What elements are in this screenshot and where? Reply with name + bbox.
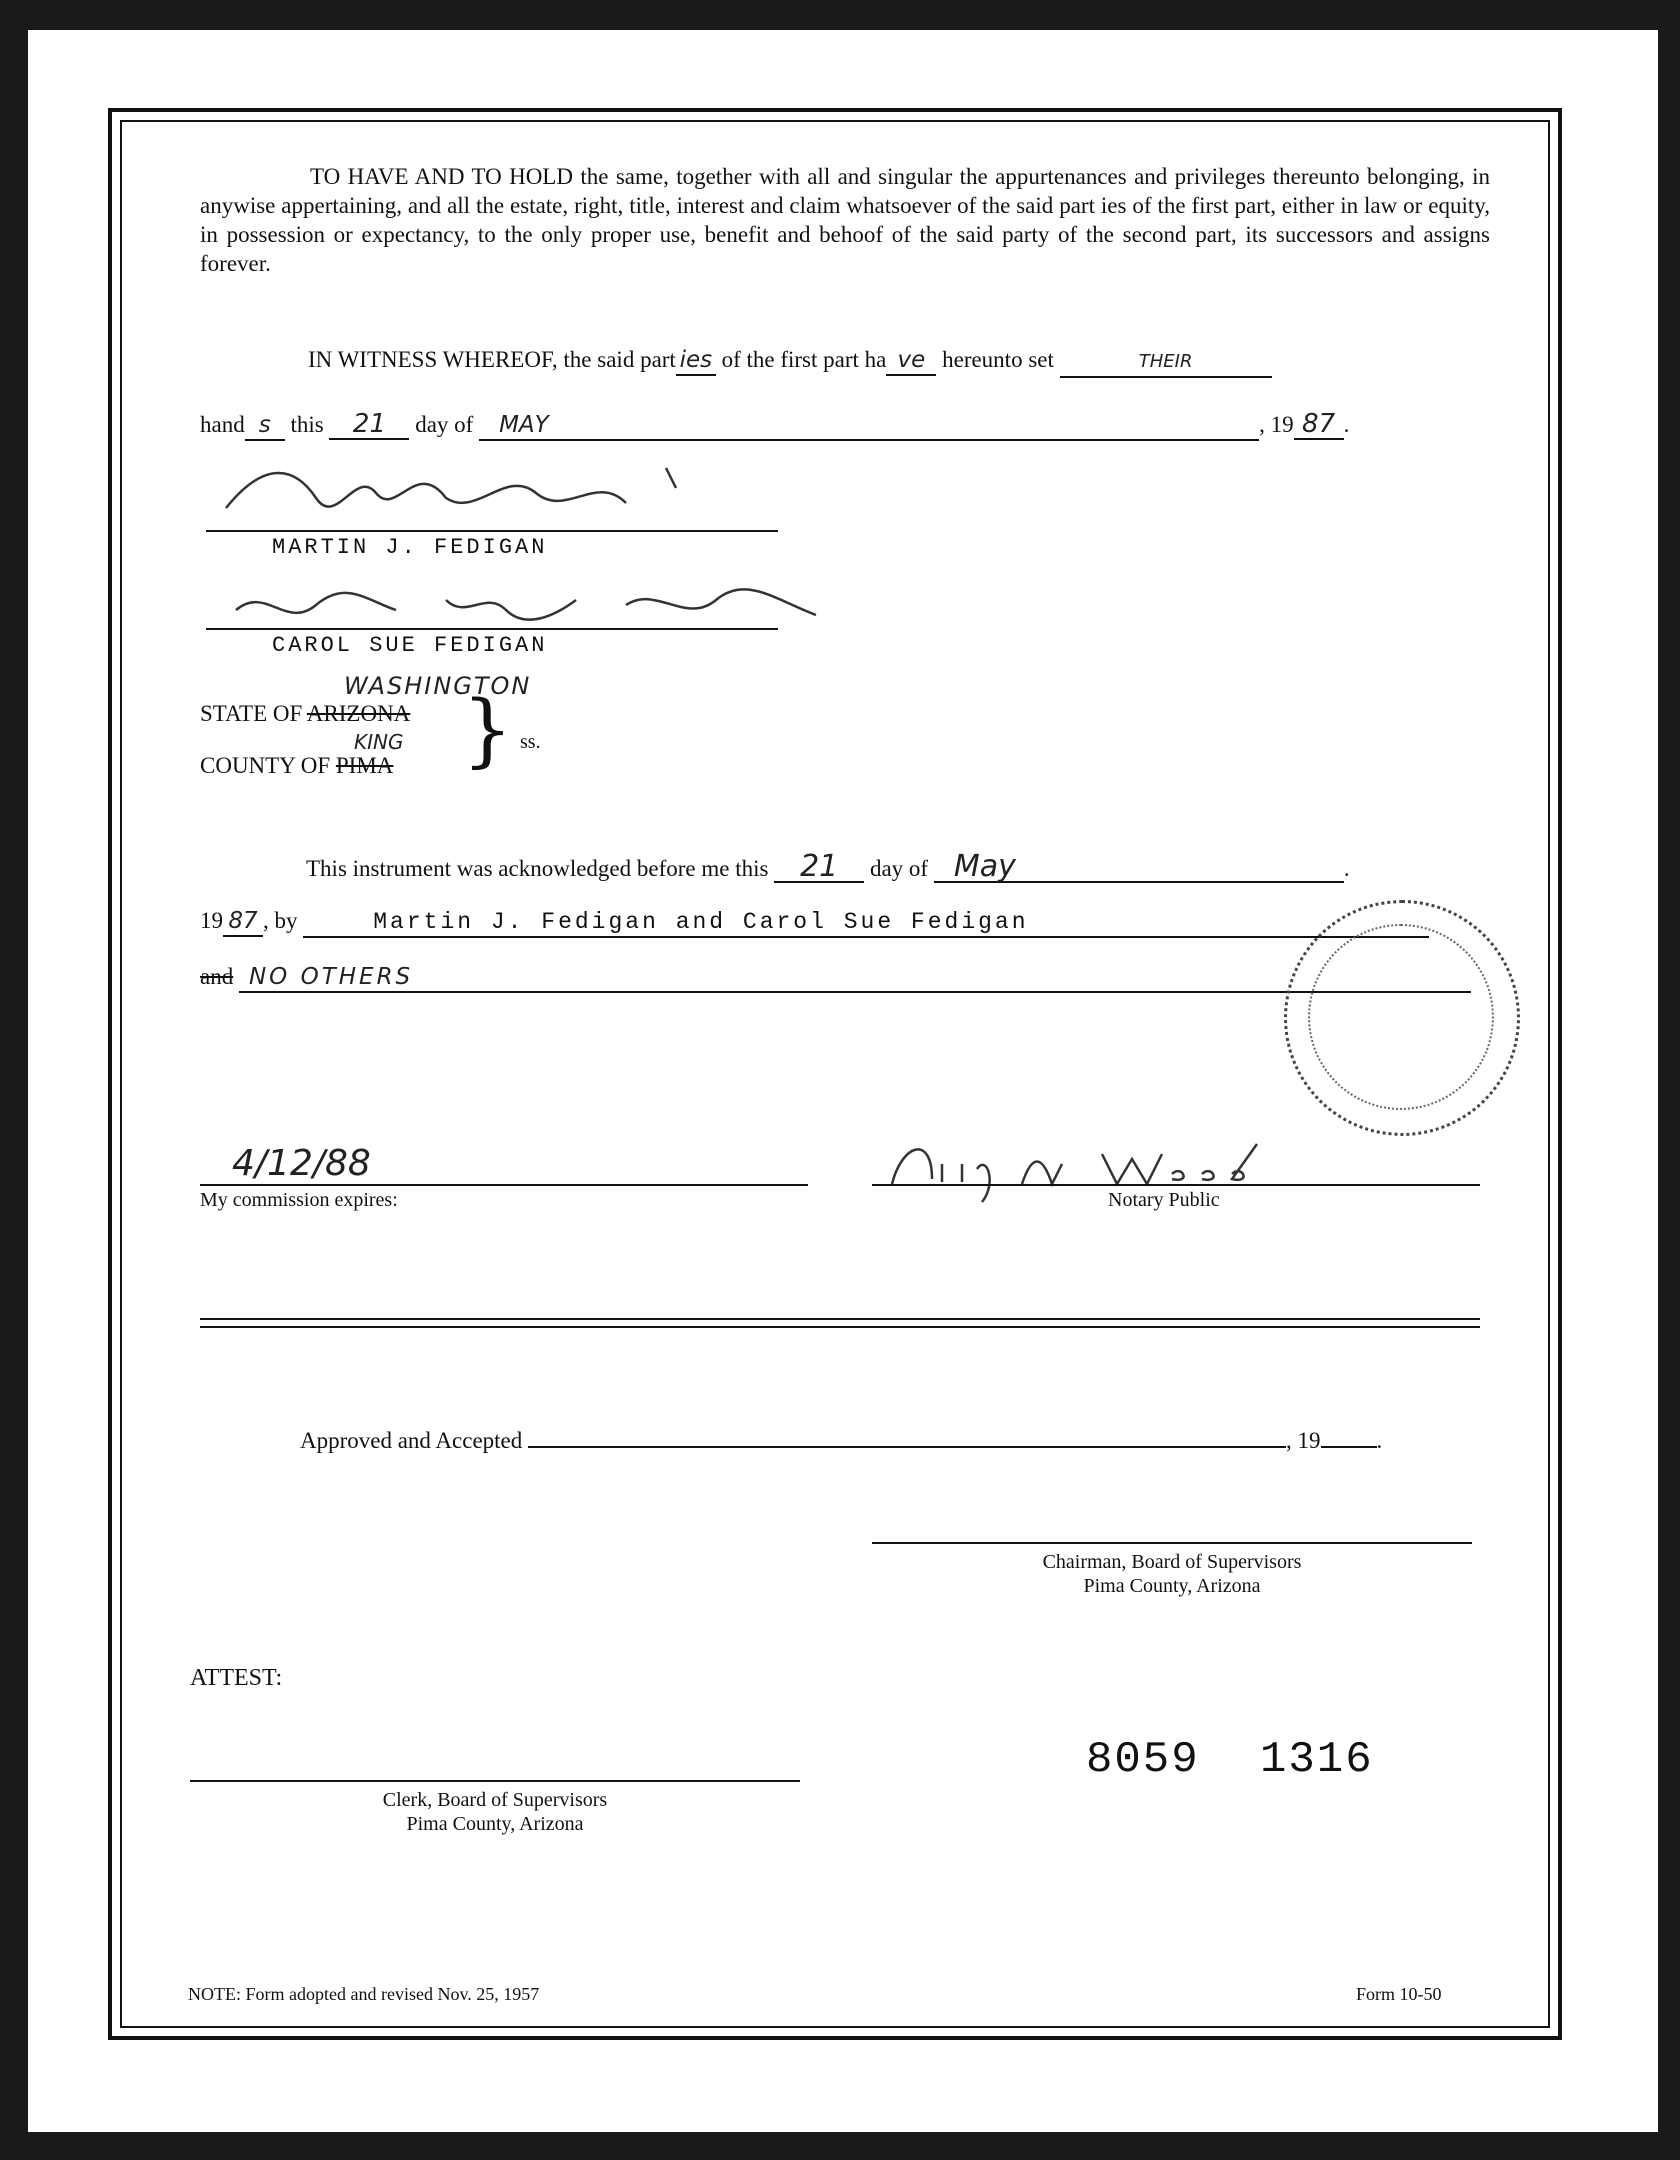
this-label: this xyxy=(290,412,324,437)
footer-note: NOTE: Form adopted and revised Nov. 25, 1957 xyxy=(188,1984,540,2004)
ack-by-label: , by xyxy=(263,908,298,933)
commission-label: My commission expires: xyxy=(200,1189,398,1211)
witness-suffix: hereunto set xyxy=(942,347,1054,372)
chairman-county: Pima County, Arizona xyxy=(1083,1575,1261,1597)
hand-fill: s xyxy=(245,411,285,441)
footer-form-number: Form 10-50 xyxy=(1356,1984,1442,2004)
record-number-1: 8059 xyxy=(1086,1735,1200,1785)
approval-year-prefix: , 19 xyxy=(1286,1428,1321,1453)
notary-label: Notary Public xyxy=(1108,1189,1220,1211)
attest-label: ATTEST: xyxy=(190,1665,283,1691)
county-written: KING xyxy=(354,730,404,754)
approval-year-fill[interactable] xyxy=(1321,1424,1377,1448)
witness-part-fill: ies xyxy=(676,346,716,376)
ack-year-fill: 87 xyxy=(223,907,263,937)
state-written: WASHINGTON xyxy=(344,672,532,700)
state-struck: ARIZONA xyxy=(306,701,411,726)
county-label: COUNTY OF xyxy=(200,753,331,778)
state-label: STATE OF xyxy=(200,701,303,726)
approval-line: Approved and Accepted , 19 . xyxy=(300,1424,1382,1455)
witness-prefix: IN WITNESS WHEREOF, the said part xyxy=(308,347,676,372)
acknowledgment-line: This instrument was acknowledged before me this 21 day of May . xyxy=(306,849,1350,884)
clerk-signature-line[interactable] xyxy=(190,1780,800,1782)
signature-martin xyxy=(206,448,686,528)
chairman-signature-line[interactable] xyxy=(872,1542,1472,1544)
divider-1 xyxy=(200,1318,1480,1320)
ack-day-label: day of xyxy=(869,856,929,881)
witness-day-fill: 21 xyxy=(329,410,409,440)
approval-date-fill[interactable] xyxy=(528,1424,1286,1448)
venue-brace: } xyxy=(462,683,513,776)
commission-line xyxy=(200,1184,808,1186)
witness-day-label: day of xyxy=(415,412,474,437)
scan-edge-left xyxy=(0,0,28,2160)
signature-line-1 xyxy=(206,530,778,532)
county-line xyxy=(200,752,393,780)
ack-names: Martin J. Fedigan and Carol Sue Fedigan xyxy=(303,908,1429,938)
record-number-2: 1316 xyxy=(1260,1735,1374,1785)
hands-line: hand s this 21 day of MAY , 19 87 . xyxy=(200,409,1350,439)
witness-month-fill: MAY xyxy=(479,411,1259,441)
clerk-county: Pima County, Arizona xyxy=(406,1813,584,1835)
ack-day-fill: 21 xyxy=(774,853,864,883)
witness-mid: of the first part ha xyxy=(721,347,887,372)
notary-line xyxy=(872,1184,1480,1186)
ack-month-fill: May xyxy=(934,853,1344,883)
witness-year-prefix: 19 xyxy=(1270,412,1294,437)
ack-others-fill: NO OTHERS xyxy=(239,963,1471,993)
ack-by-line xyxy=(200,907,1429,938)
signer-1-name: MARTIN J. FEDIGAN xyxy=(272,535,548,560)
signer-2-name: CAROL SUE FEDIGAN xyxy=(272,633,548,658)
signature-line-2 xyxy=(206,628,778,630)
scan-edge-right xyxy=(1658,0,1680,2160)
venue-ss: ss. xyxy=(520,731,541,753)
scan-edge-top xyxy=(0,0,1680,30)
ack-and-struck: and xyxy=(200,964,234,989)
clerk-title: Clerk, Board of Supervisors xyxy=(382,1789,608,1811)
ack-others-line xyxy=(200,963,1471,993)
commission-date: 4/12/88 xyxy=(232,1143,371,1184)
witness-year-fill: 87 xyxy=(1294,410,1344,440)
approval-label: Approved and Accepted xyxy=(300,1428,523,1453)
witness-line xyxy=(308,346,1272,378)
chairman-title: Chairman, Board of Supervisors xyxy=(1042,1551,1302,1573)
notary-seal-inner xyxy=(1308,924,1494,1110)
scan-edge-bottom xyxy=(0,2132,1680,2160)
ack-year-prefix: 19 xyxy=(200,908,223,933)
hand-prefix: hand xyxy=(200,412,245,437)
ack-prefix: This instrument was acknowledged before me this xyxy=(306,856,769,881)
witness-their-fill: THEIR xyxy=(1060,348,1272,378)
witness-have-fill: ve xyxy=(886,346,936,376)
state-line xyxy=(200,700,410,728)
divider-2 xyxy=(200,1326,1480,1328)
county-struck: PIMA xyxy=(335,753,394,778)
habendum-paragraph: TO HAVE AND TO HOLD the same, together with all and singular the appurtenances and privileges thereunto belonging, in anywise appertaining, and all the estate, right, title, interest and claim whatsoever of the said part ies of the first part, either in law or equity, in possession or expectancy, to the only proper use, benefit and behoof of the said party of the second part, its successors and assigns forever. xyxy=(200,164,1490,276)
